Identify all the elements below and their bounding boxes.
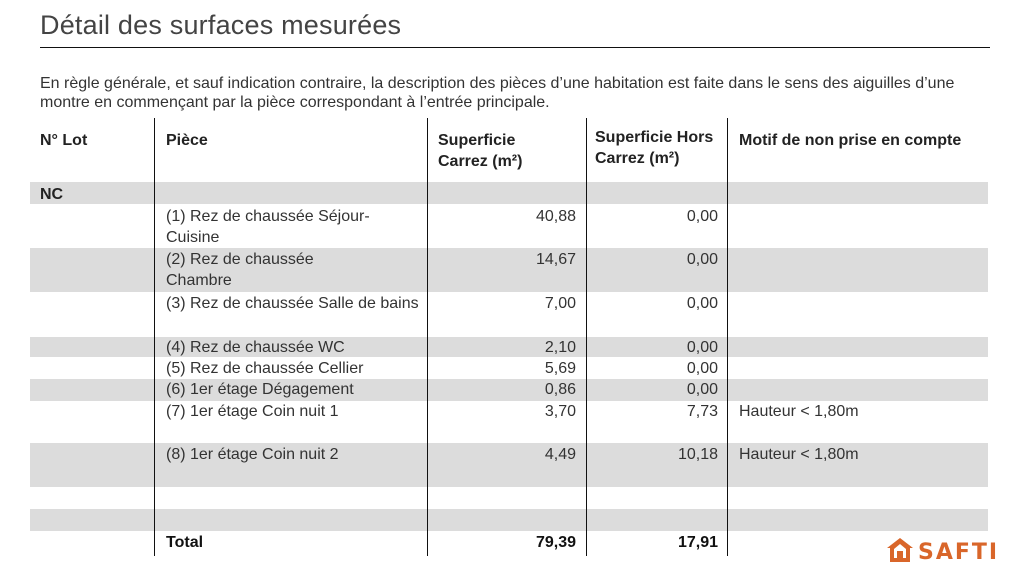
row-6-hors: 0,00 <box>686 381 718 398</box>
row-6-piece: (6) 1er étage Dégagement <box>166 381 354 398</box>
row-3-piece: (3) Rez de chaussée Salle de bains <box>166 295 419 312</box>
lot-value: NC <box>40 186 64 203</box>
surfaces-table <box>30 118 988 556</box>
row-4-piece: (4) Rez de chaussée WC <box>166 339 345 356</box>
row-6-carrez: 0,86 <box>544 381 576 398</box>
row-2-piece: (2) Rez de chaussée Chambre <box>166 251 314 289</box>
column-divider <box>586 118 587 556</box>
band-empty <box>30 509 988 531</box>
intro-paragraph: En règle générale, et sauf indication contraire, la description des pièces d’une habitation est faite dans le sens des aiguilles d’une montre en commençant par la pièce correspondant à l’entrée principale. <box>40 75 955 111</box>
title-divider <box>40 47 990 48</box>
row-4-hors: 0,00 <box>686 339 718 356</box>
column-divider <box>427 118 428 556</box>
row-8-hors: 10,18 <box>677 446 718 463</box>
row-7-hors: 7,73 <box>686 403 718 420</box>
row-7-carrez: 3,70 <box>544 403 576 420</box>
row-8-carrez: 4,49 <box>544 446 576 463</box>
header-lot: N° Lot <box>40 132 88 149</box>
row-2-hors: 0,00 <box>686 251 718 268</box>
row-1-piece: (1) Rez de chaussée Séjour-Cuisine <box>166 208 370 246</box>
header-piece: Pièce <box>166 132 208 149</box>
page-title: Détail des surfaces mesurées <box>40 10 402 40</box>
total-hors: 17,91 <box>677 534 718 551</box>
row-2-carrez: 14,67 <box>535 251 576 268</box>
row-3-hors: 0,00 <box>686 295 718 312</box>
row-7-motif: Hauteur < 1,80m <box>739 403 859 420</box>
row-8-motif: Hauteur < 1,80m <box>739 446 859 463</box>
header-hors-carrez: Superficie Hors Carrez (m²) <box>595 129 714 167</box>
row-7-piece: (7) 1er étage Coin nuit 1 <box>166 403 339 420</box>
column-divider <box>154 118 155 556</box>
row-5-hors: 0,00 <box>686 360 718 377</box>
row-5-piece: (5) Rez de chaussée Cellier <box>166 360 364 377</box>
logo-text: SAFTI <box>918 539 1000 565</box>
safti-logo <box>886 537 999 567</box>
row-5-carrez: 5,69 <box>544 360 576 377</box>
house-icon <box>886 536 914 569</box>
column-divider <box>727 118 728 556</box>
row-1-carrez: 40,88 <box>535 208 576 225</box>
header-motif: Motif de non prise en compte <box>739 132 962 149</box>
total-carrez: 79,39 <box>535 534 576 551</box>
band-lot <box>30 182 988 204</box>
row-1-hors: 0,00 <box>686 208 718 225</box>
row-4-carrez: 2,10 <box>544 339 576 356</box>
row-3-carrez: 7,00 <box>544 295 576 312</box>
row-8-piece: (8) 1er étage Coin nuit 2 <box>166 446 339 463</box>
total-label: Total <box>166 534 204 551</box>
header-carrez: Superficie Carrez (m²) <box>438 132 523 170</box>
